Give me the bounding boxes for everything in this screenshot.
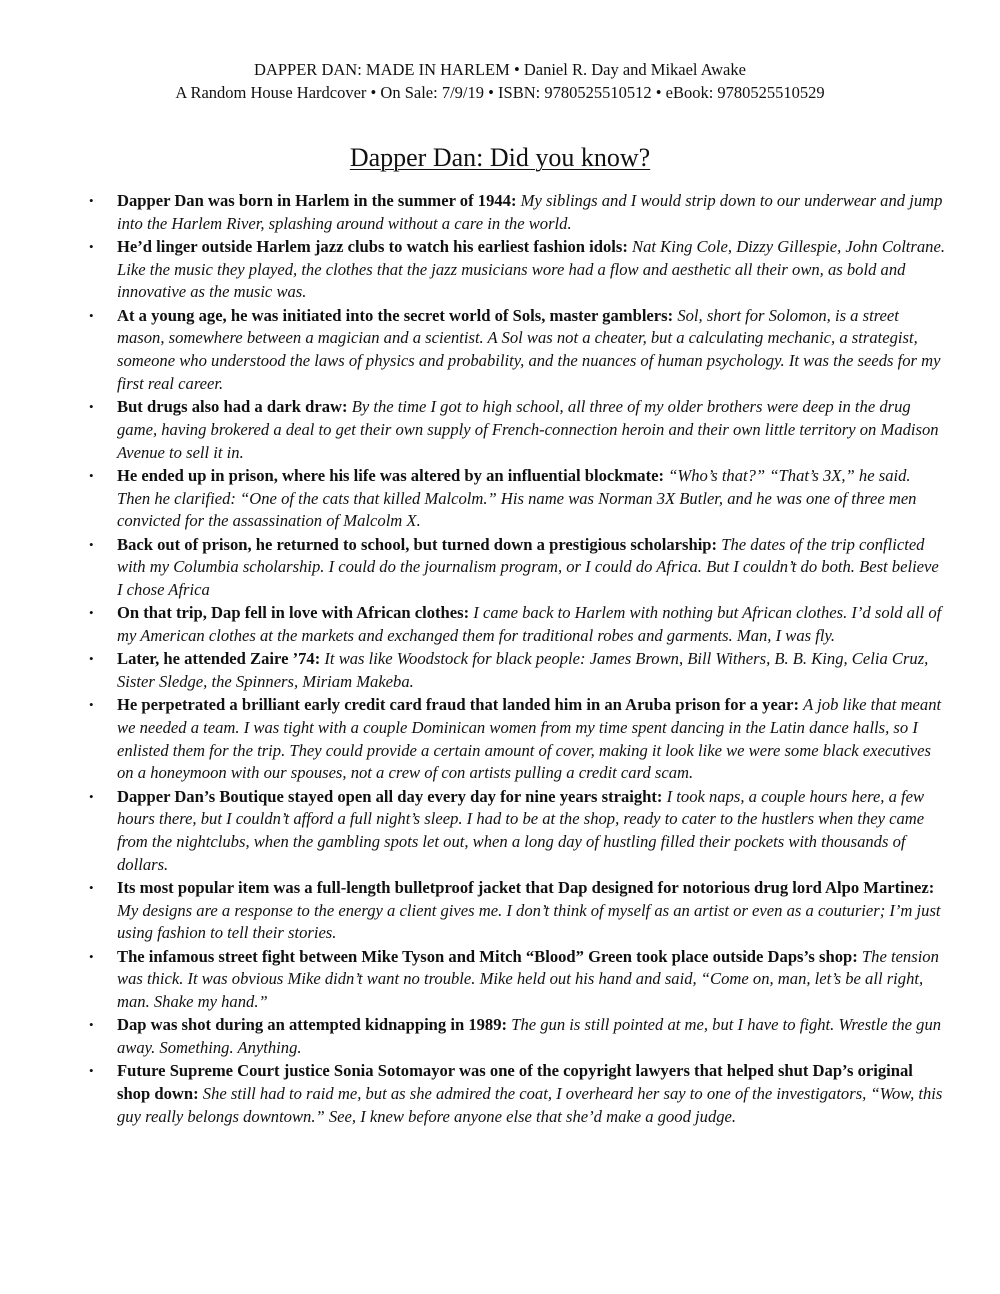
header-line-1 <box>0 58 1000 81</box>
fact-lead: He perpetrated a brilliant early credit card fraud that landed him in an Aruba prison for a year: <box>117 695 800 715</box>
fact-lead: At a young age, he was initiated into the secret world of Sols, master gamblers: <box>117 305 674 325</box>
fact-item <box>89 396 947 464</box>
fact-lead: But drugs also had a dark draw: <box>117 397 348 417</box>
fact-quote: The dates of the trip conflicted with my Columbia scholarship. I could do the journalism program, or I could do Africa. But I couldn’t do both. Best believe I chose Africa <box>117 534 939 599</box>
fact-quote: It was like Woodstock for black people: James Brown, Bill Withers, B. B. King, Celia Cruz, Sister Sledge, the Spinners, Miriam Makeba. <box>117 649 929 691</box>
page-title: Dapper Dan: Did you know? <box>349 143 651 172</box>
facts-list <box>89 190 947 1129</box>
fact-item <box>89 877 947 945</box>
fact-lead: Dap was shot during an attempted kidnapping in 1989: <box>117 1015 508 1035</box>
book-title: DAPPER DAN: MADE IN HARLEM <box>254 60 510 79</box>
fact-lead: He’d linger outside Harlem jazz clubs to watch his earliest fashion idols: <box>117 237 628 256</box>
fact-item <box>89 786 947 877</box>
fact-lead: Later, he attended Zaire ’74: <box>117 649 321 669</box>
bullet-icon: • <box>89 1017 94 1033</box>
fact-item <box>89 602 947 647</box>
fact-item <box>89 534 947 602</box>
fact-quote: By the time I got to high school, all three of my older brothers were deep in the drug game, having brokered a deal to get their own supply of French-connection heroin and their own little territory on Madison Avenue to sell it in. <box>117 397 939 462</box>
fact-lead: On that trip, Dap fell in love with African clothes: <box>117 603 470 623</box>
bullet-icon: • <box>89 651 94 667</box>
fact-item <box>89 1060 947 1128</box>
fact-lead: He ended up in prison, where his life was altered by an influential blockmate: <box>117 465 665 485</box>
bullet-icon: • <box>89 467 94 483</box>
fact-quote: The gun is still pointed at me, but I have to fight. Wrestle the gun away. Something. Anything. <box>117 1015 942 1058</box>
fact-item <box>89 1014 947 1059</box>
fact-item <box>89 694 947 785</box>
fact-quote: Nat King Cole, Dizzy Gillespie, John Coltrane. Like the music they played, the clothes that the jazz musicians wore had a flow and aesthetic all their own, as bold and innovative as the music was. <box>117 237 945 302</box>
bullet-icon: • <box>89 605 94 621</box>
fact-quote: My siblings and I would strip down to our underwear and jump into the Harlem River, splashing around without a care in the world. <box>117 191 943 233</box>
bullet-icon: • <box>89 880 94 896</box>
fact-item <box>89 648 947 693</box>
book-authors: Daniel R. Day and Mikael Awake <box>523 60 746 79</box>
fact-quote: She still had to raid me, but as she admired the coat, I overheard her say to one of the investigators, “Wow, this guy really belongs downtown.” See, I knew before anyone else that she’d make a good judge. <box>117 1084 943 1126</box>
fact-item <box>89 190 947 235</box>
bullet-icon: • <box>89 399 94 415</box>
bullet-icon: • <box>89 1063 94 1079</box>
bullet-icon: • <box>89 536 94 552</box>
fact-lead: Dapper Dan was born in Harlem in the summer of 1944: <box>117 191 517 210</box>
header-line-2: A Random House Hardcover • On Sale: 7/9/19 • ISBN: 9780525510512 • eBook: 9780525510529 <box>175 83 825 102</box>
fact-quote: My designs are a response to the energy a client gives me. I don’t think of myself as an artist or even as a couturier; I’m just using fashion to tell their stories. <box>117 900 941 943</box>
bullet-icon: • <box>89 788 94 804</box>
fact-lead: Its most popular item was a full-length bulletproof jacket that Dap designed for notorious drug lord Alpo Martinez: <box>117 878 935 898</box>
fact-lead: Dapper Dan’s Boutique stayed open all day every day for nine years straight: <box>117 786 663 806</box>
bullet-icon: • <box>89 697 94 713</box>
fact-lead: Back out of prison, he returned to school, but turned down a prestigious scholarship: <box>117 534 718 554</box>
bullet-icon: • <box>89 307 94 323</box>
fact-quote: I took naps, a couple hours here, a few hours there, but I couldn’t afford a full night’s sleep. I had to be at the shop, ready to cater to the hustlers when they came from the nightclubs, when the gambling spots let out, when a long day of hustling filled their pockets with thousands of dollars. <box>117 786 925 874</box>
fact-quote: “Who’s that?” “That’s 3X,” he said. Then he clarified: “One of the cats that killed Malcolm.” His name was Norman 3X Butler, and he was one of three men convicted for the assassination of Malcolm X. <box>117 465 917 531</box>
fact-quote: A job like that meant we needed a team. I was tight with a couple Dominican women from my time spent dancing in the Latin dance halls, so I enlisted them for the trip. They could provide a certain amount of cover, making it look like we were some black executives on a honeymoon with our spouses, not a crew of con artists pulling a credit card scam. <box>117 695 942 783</box>
fact-item <box>89 465 947 533</box>
header-separator: • <box>513 60 520 79</box>
book-header <box>0 58 1000 104</box>
fact-quote: The tension was thick. It was obvious Mike didn’t want no trouble. Mike held out his hand and said, “Come on, man, let’s be all right, man. Shake my hand.” <box>117 946 939 1012</box>
bullet-icon: • <box>89 193 94 208</box>
fact-item <box>89 946 947 1014</box>
fact-lead: The infamous street fight between Mike Tyson and Mitch “Blood” Green took place outside Daps’s shop: <box>117 946 858 966</box>
bullet-icon: • <box>89 239 94 254</box>
fact-item <box>89 236 947 304</box>
fact-lead: Future Supreme Court justice Sonia Sotomayor was one of the copyright lawyers that helped shut Dap’s original shop down: <box>117 1061 913 1104</box>
bullet-icon: • <box>89 948 94 964</box>
fact-quote: Sol, short for Solomon, is a street mason, somewhere between a magician and a scientist. A Sol was not a cheater, but a calculating mechanic, a strategist, someone who understood the laws of physics and probability, and the nuances of human psychology. It was the seeds for my first real career. <box>117 305 941 393</box>
fact-quote: I came back to Harlem with nothing but African clothes. I’d sold all of my American clothes at the markets and exchanged them for traditional robes and garments. Man, I was fly. <box>117 603 942 645</box>
fact-item <box>89 305 947 396</box>
